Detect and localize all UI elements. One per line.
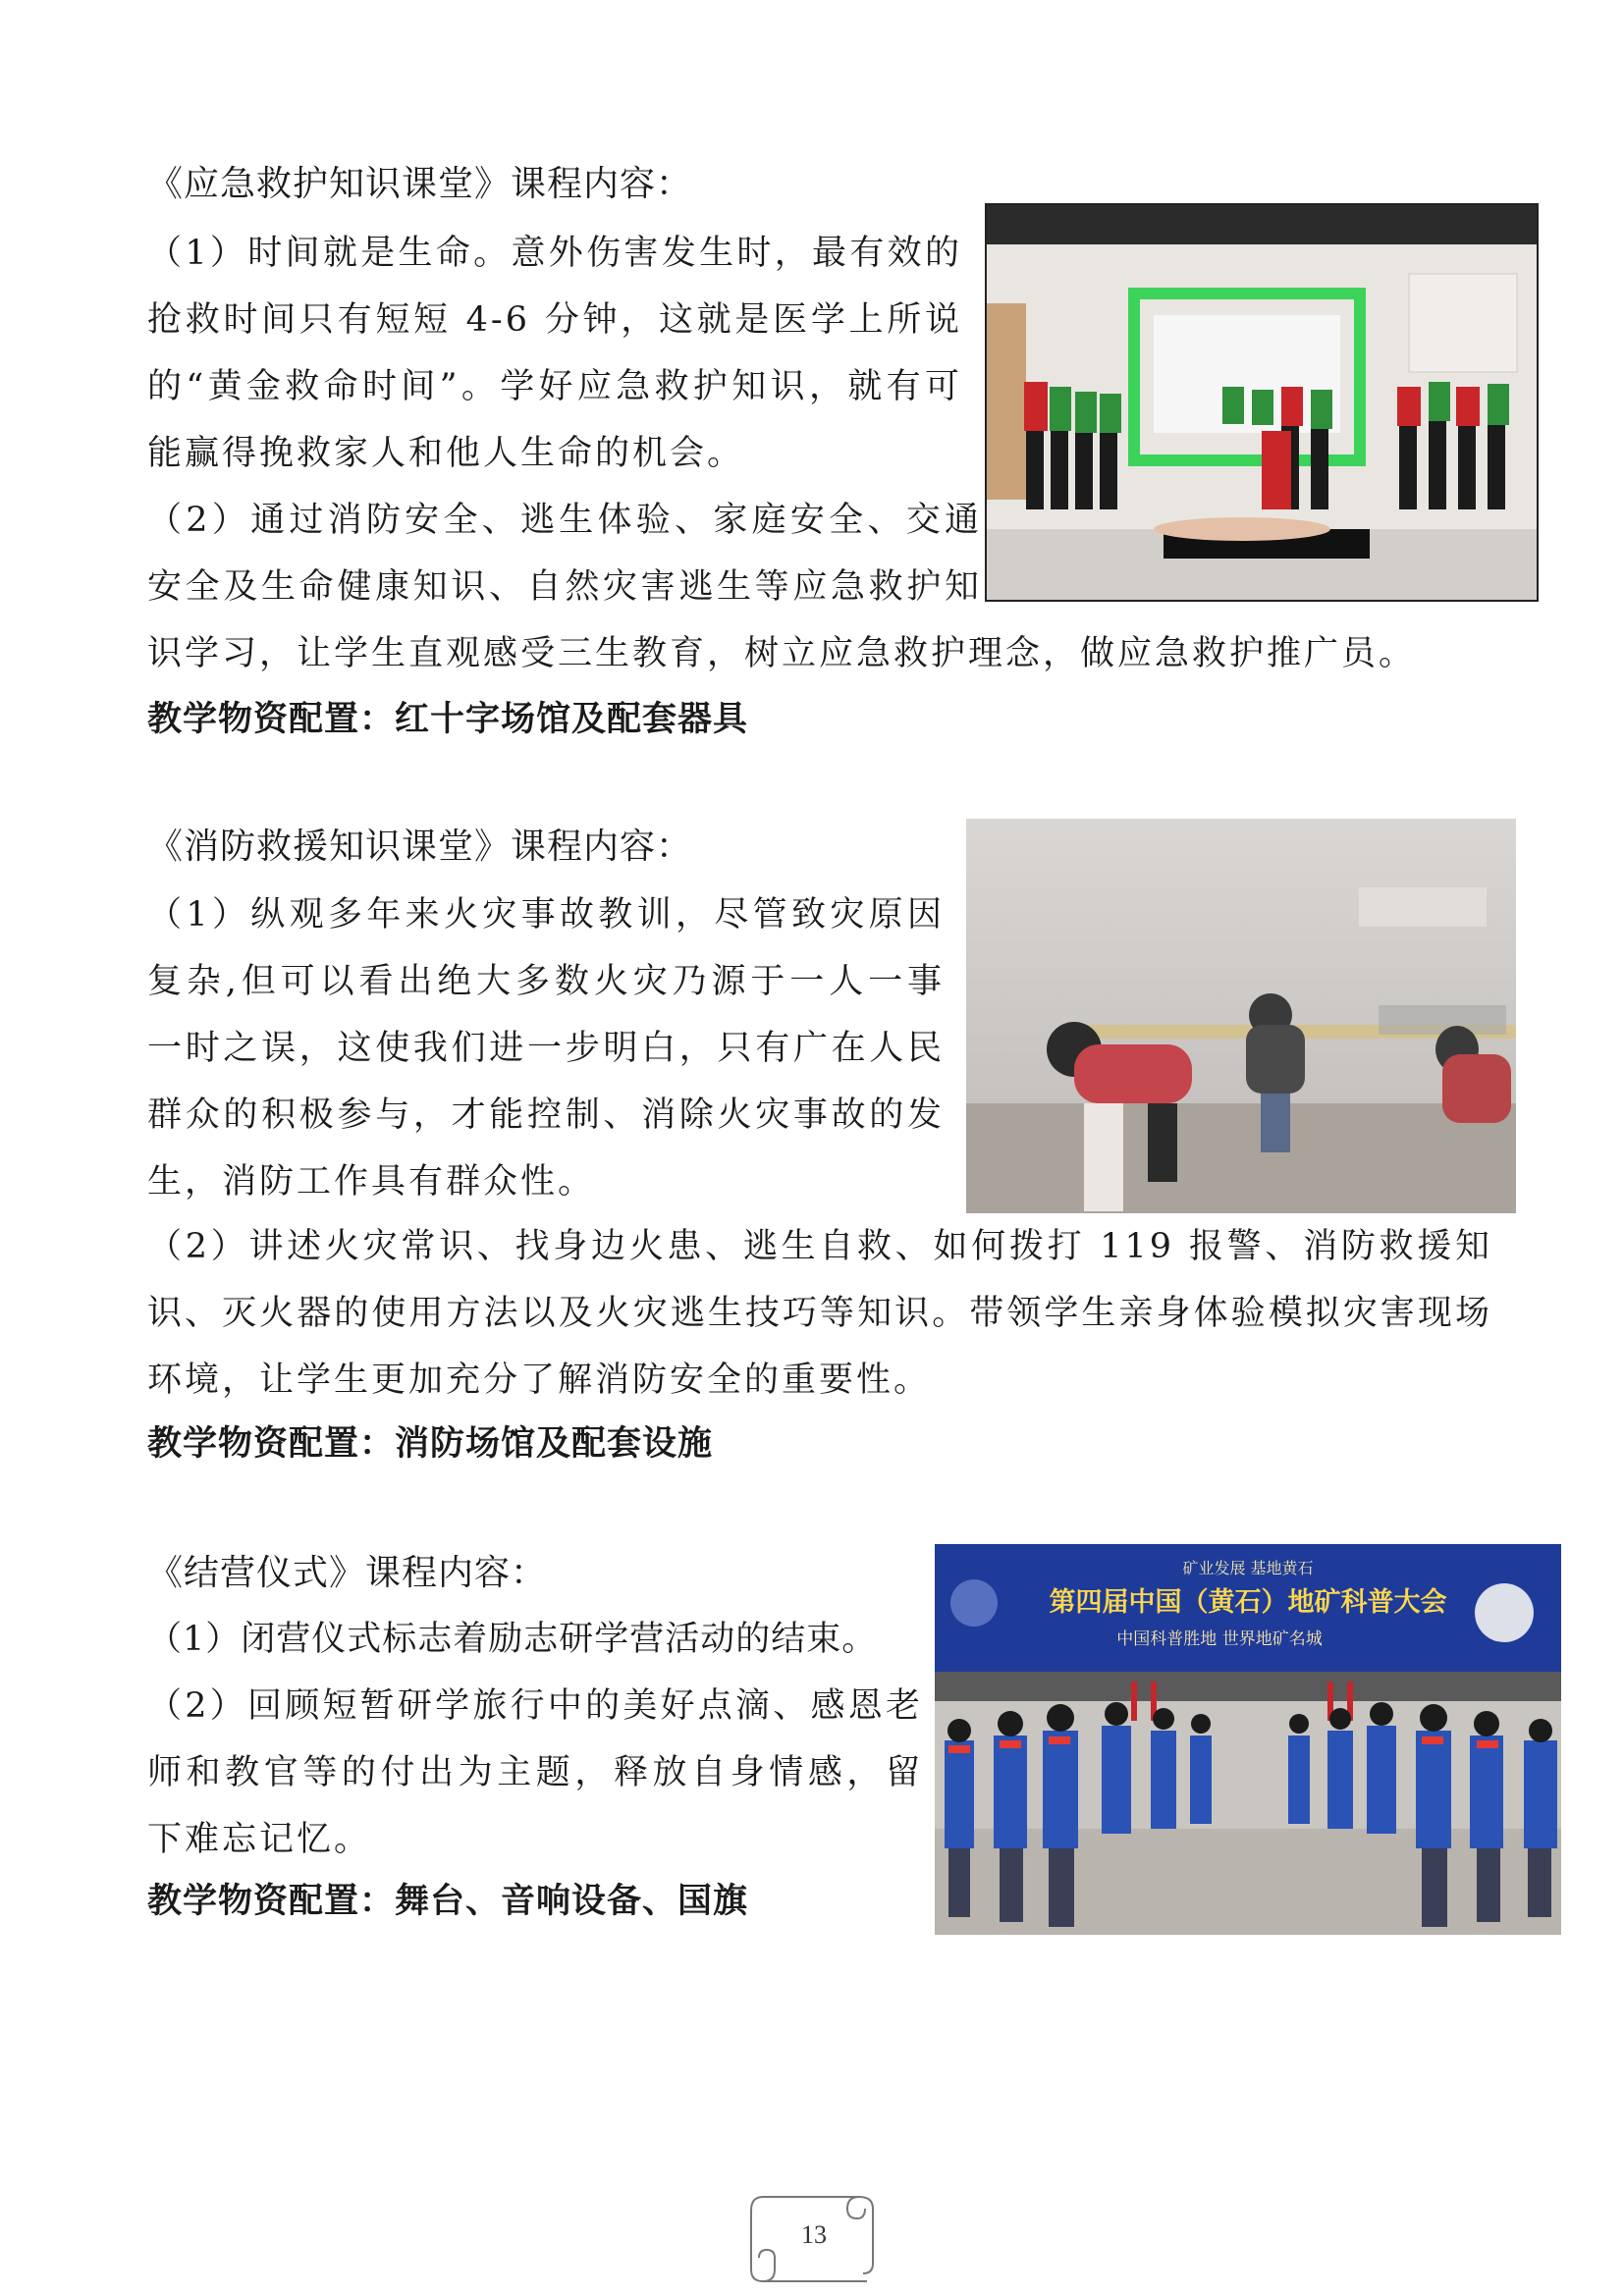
first-aid-photo	[985, 203, 1539, 602]
section-title: 《消防救援知识课堂》课程内容：	[147, 827, 693, 867]
section-title: 《结营仪式》课程内容：	[147, 1553, 548, 1593]
banner-sub-text: 中国科普胜地 世界地矿名城	[1116, 1629, 1323, 1649]
section-title: 《应急救护知识课堂》课程内容：	[147, 164, 693, 204]
materials-line: 教学物资配置：舞台、音响设备、国旗	[147, 1882, 749, 1921]
section-closing-ceremony-body	[147, 1606, 923, 1873]
closing-ceremony-photo	[935, 1544, 1561, 1935]
section-fire-rescue-materials	[147, 1412, 1492, 1476]
paragraph: （1）闭营仪式标志着励志研学营活动的结束。	[147, 1620, 878, 1659]
section-fire-rescue-body-top	[147, 881, 945, 1215]
banner-main-text: 第四届中国（黄石）地矿科普大会	[1049, 1587, 1447, 1618]
section-closing-ceremony-materials	[147, 1869, 923, 1934]
section-first-aid-materials	[147, 687, 1492, 752]
banner-top-text: 矿业发展 基地黄石	[1182, 1559, 1314, 1577]
section-first-aid	[147, 157, 972, 212]
section-fire-rescue	[147, 820, 962, 875]
section-fire-rescue-body	[147, 1213, 1492, 1414]
paragraph: （2）讲述火灾常识、找身边火患、逃生自救、如何拨打 119 报警、消防救援知识、灭火器的使用方法以及火灾逃生技巧等知识。带领学生亲身体验模拟灾害现场环境，让学生更加充分了解消防安全的重要性。	[147, 1227, 1492, 1400]
paragraph: （2）回顾短暂研学旅行中的美好点滴、感恩老师和教官等的付出为主题，释放自身情感，留下难忘记忆。	[147, 1686, 923, 1859]
paragraph: （2）通过消防安全、逃生体验、家庭安全、交通安全及生命健康知识、自然灾害逃生等应急救护知识学习，让学生直观感受三生教育，树立应急救护理念，做应急救护推广员。	[147, 501, 1417, 673]
page-number-scroll	[741, 2179, 887, 2287]
section-closing-ceremony	[147, 1546, 913, 1601]
materials-line: 教学物资配置：红十字场馆及配套器具	[147, 700, 749, 739]
paragraph: （1）时间就是生命。意外伤害发生时，最有效的抢救时间只有短短 4-6 分钟，这就是医学上所说的“黄金救命时间”。学好应急救护知识，就有可能赢得挽救家人和他人生命的机会。	[147, 234, 962, 473]
page-number: 13	[801, 2220, 827, 2249]
materials-line: 教学物资配置：消防场馆及配套设施	[147, 1424, 714, 1464]
paragraph: （1）纵观多年来火灾事故教训，尽管致灾原因复杂,但可以看出绝大多数火灾乃源于一人一事一时之误，这使我们进一步明白，只有广在人民群众的积极参与，才能控制、消除火灾事故的发生，消防工作具有群众性。	[147, 895, 945, 1201]
section-first-aid-body-top	[147, 220, 962, 487]
fire-drill-photo	[966, 819, 1516, 1213]
